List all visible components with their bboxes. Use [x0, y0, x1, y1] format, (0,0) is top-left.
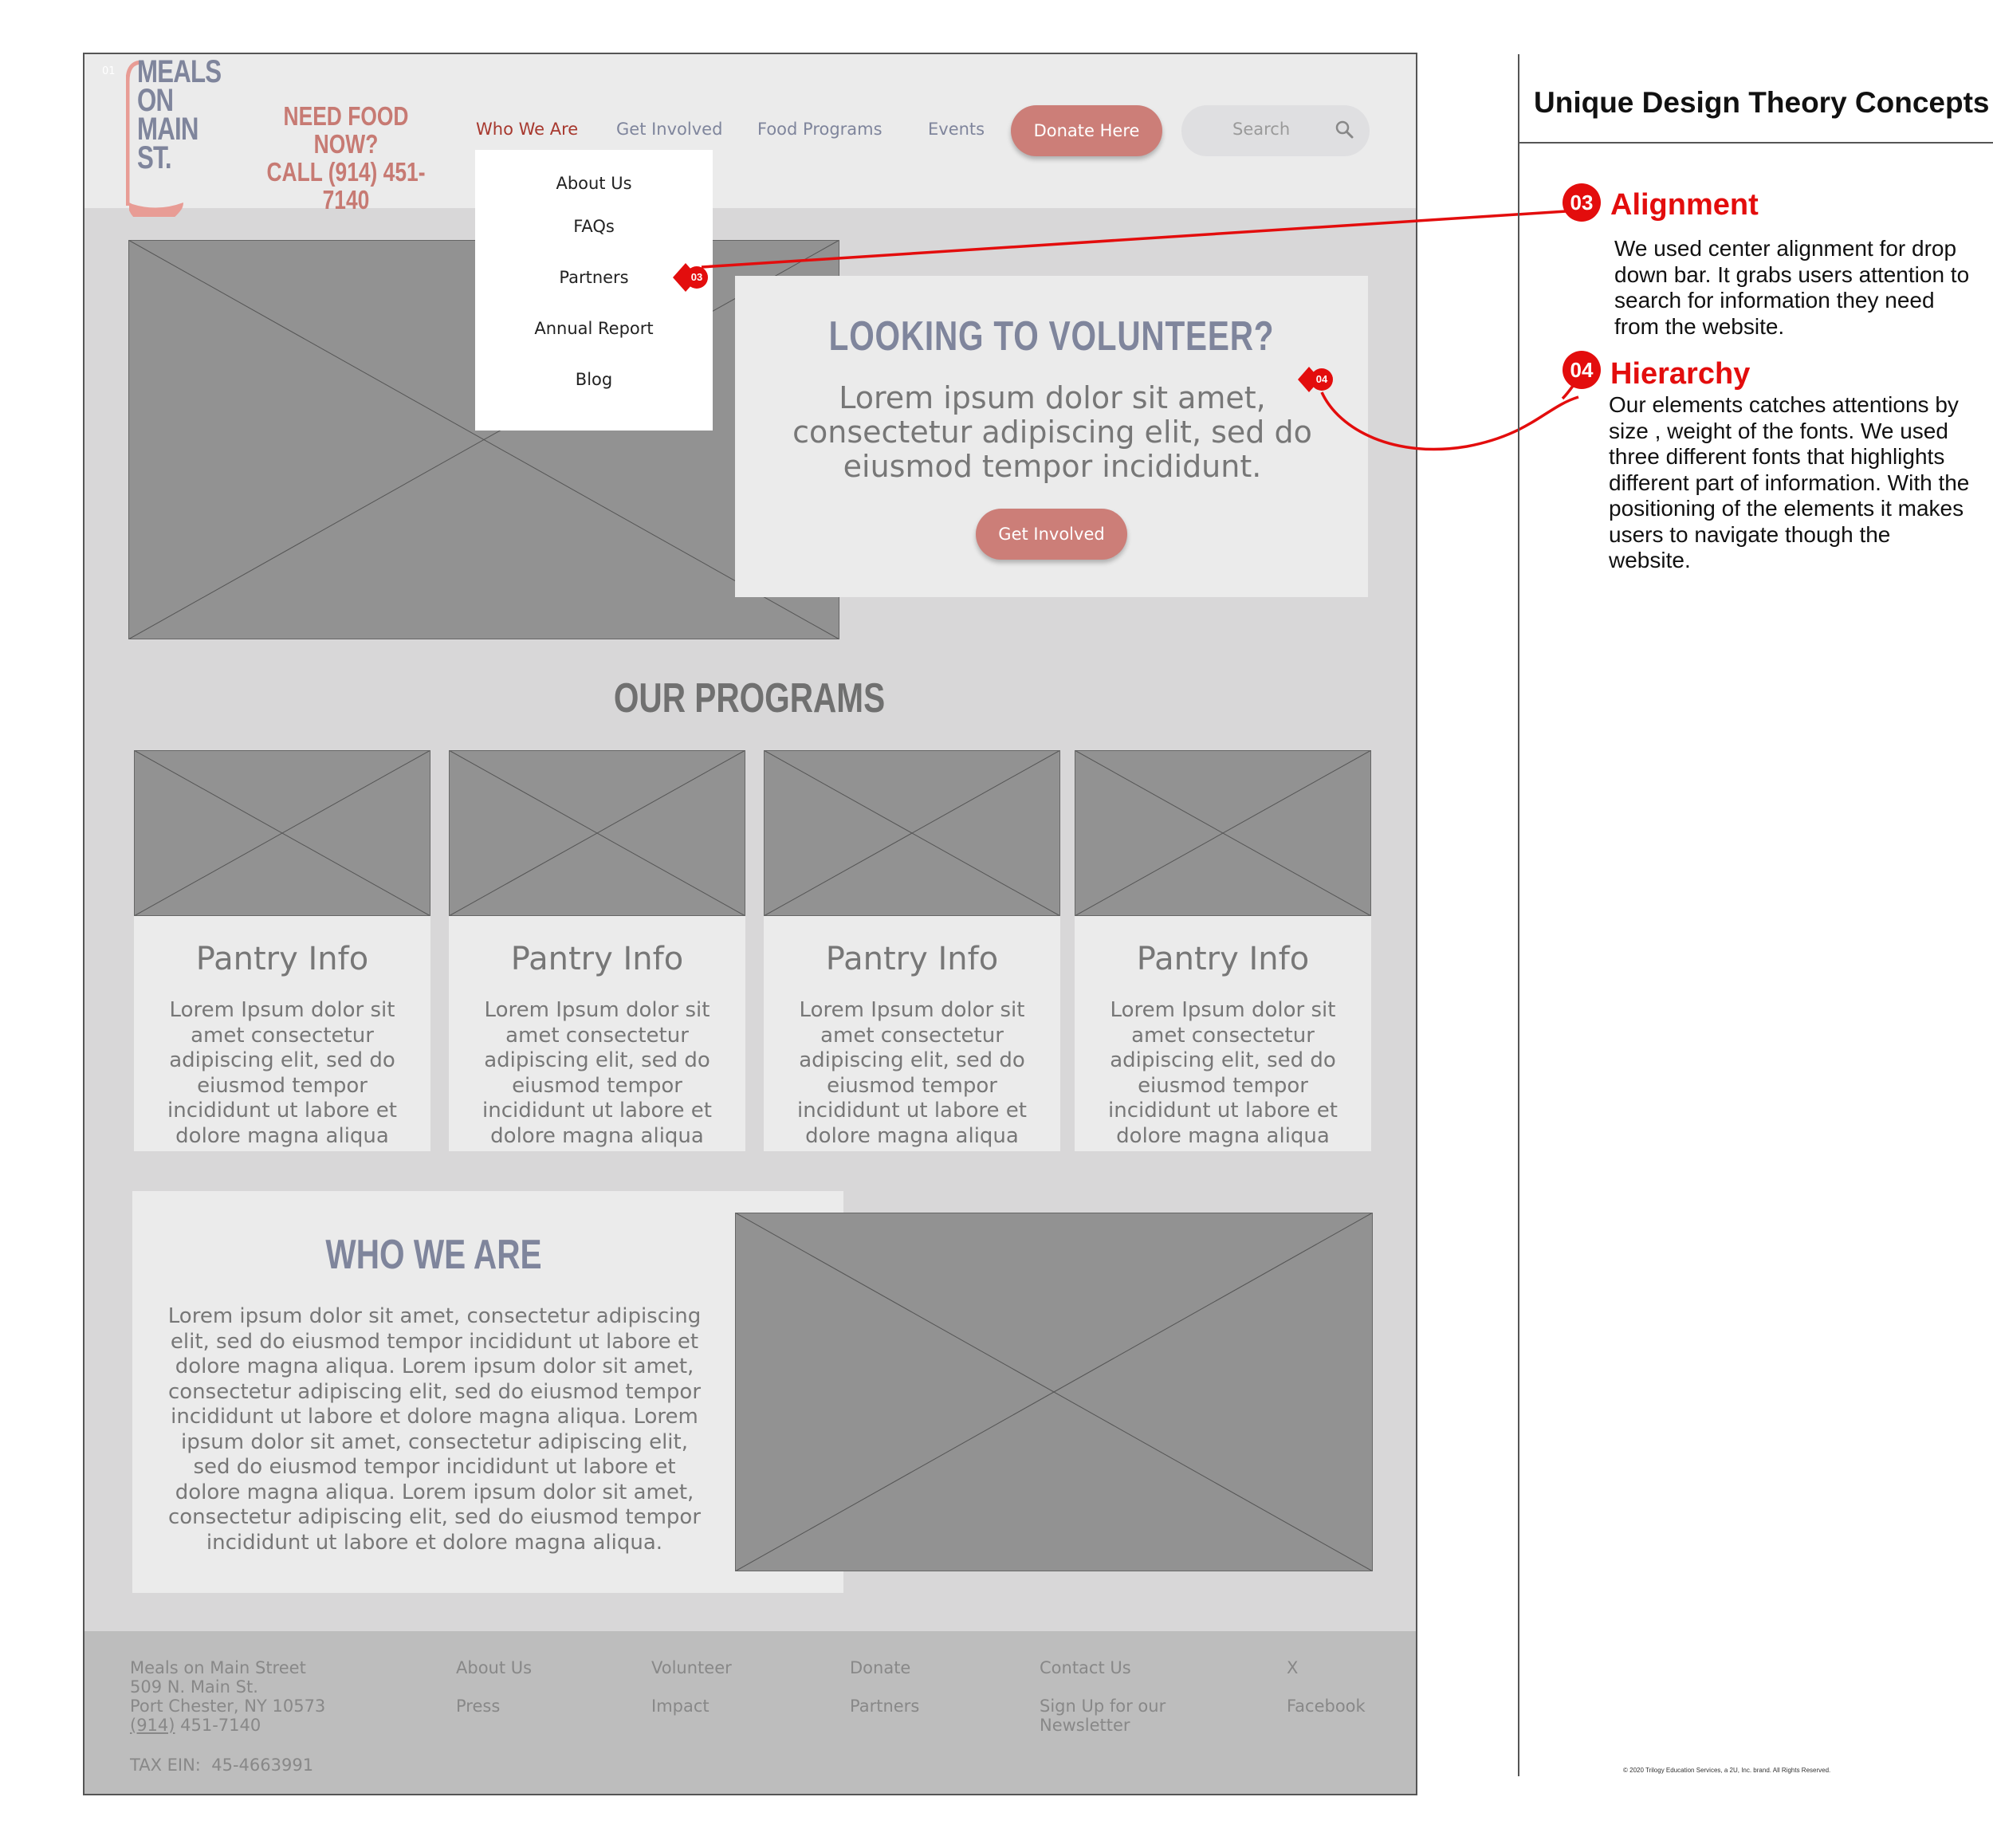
dropdown-item-annual-report[interactable]: Annual Report [534, 319, 654, 338]
annotation-marker-03: 03 [686, 266, 708, 289]
alignment-heading: Alignment [1610, 188, 1759, 222]
program-card-title: Pantry Info [825, 941, 999, 977]
footer-link-contact-us[interactable]: Contact Us [1040, 1658, 1131, 1677]
alignment-body: We used center alignment for drop down bar. It grabs users attention to search for information they need from the website. [1614, 236, 1970, 339]
footer-city: Port Chester, NY 10573 [130, 1697, 326, 1716]
nav-get-involved[interactable]: Get Involved [616, 120, 723, 139]
footer-street: 509 N. Main St. [130, 1677, 258, 1697]
volunteer-body: Lorem ipsum dolor sit amet, consectetur adipiscing elit, sed do eiusmod tempor incididunt. [792, 380, 1312, 484]
who-we-are-body: Lorem ipsum dolor sit amet, consectetur adipiscing elit, sed do eiusmod tempor incididunt ut labore et dolore magna aliqua. Lorem ipsum dolor sit amet, consectetur adipiscing elit, sed do eiusmod tempor incididunt ut labore et dolore magna aliqua. Lorem ipsum dolor sit amet, consectetur adipiscing elit, sed do eiusmod tempor incididunt ut labore et dolore magna aliqua. Lorem ipsum dolor sit amet, consectetur adipiscing elit, sed do eiusmod tempor incididunt ut labore et dolore magna aliqua. [167, 1304, 702, 1555]
dropdown-item-blog[interactable]: Blog [575, 370, 613, 389]
callout-line: NEED FOOD NOW? [283, 101, 409, 159]
callout-phone[interactable]: CALL (914) 451-7140 [266, 157, 426, 214]
alignment-badge: 03 [1563, 183, 1601, 222]
who-we-are-heading: WHO WE ARE [325, 1232, 542, 1278]
get-involved-button[interactable]: Get Involved [976, 509, 1127, 560]
program-card-title: Pantry Info [1136, 941, 1310, 977]
panel-title: Unique Design Theory Concepts [1534, 86, 1990, 119]
program-card-title: Pantry Info [195, 941, 369, 977]
footer-phone-number: 451-7140 [175, 1716, 261, 1735]
tax-value: 45-4663991 [211, 1756, 314, 1775]
program-card-body: Lorem Ipsum dolor sit amet consectetur adipiscing elit, sed do eiusmod tempor incididunt ut labore et dolore magna aliqua [482, 998, 712, 1148]
nav-events[interactable]: Events [928, 120, 985, 139]
footer-link-donate[interactable]: Donate [850, 1658, 911, 1677]
logo-line: MAIN [137, 112, 199, 147]
dropdown-item-about-us[interactable]: About Us [556, 174, 632, 193]
tax-label: TAX EIN: [130, 1756, 201, 1775]
search-placeholder: Search [1232, 120, 1291, 139]
logo-line: ST. [137, 140, 171, 175]
hierarchy-body: Our elements catches attentions by size , weight of the fonts. We used three different fonts that highlights different part of information. With the positioning of the elements it makes users to navigate though the website. [1609, 392, 1970, 572]
program-card-title: Pantry Info [510, 941, 684, 977]
footer-phone-area: (914) [130, 1716, 175, 1735]
nav-food-programs[interactable]: Food Programs [757, 120, 883, 139]
dropdown-item-partners[interactable]: Partners [559, 268, 629, 287]
hierarchy-heading: Hierarchy [1610, 357, 1751, 391]
donate-button[interactable]: Donate Here [1011, 105, 1162, 156]
logo-number: 01 [102, 65, 116, 77]
logo-line: MEALS [137, 54, 222, 89]
footer-link-x[interactable]: X [1287, 1658, 1299, 1677]
footer-link-impact[interactable]: Impact [651, 1697, 710, 1716]
footer-link-volunteer[interactable]: Volunteer [651, 1658, 732, 1677]
annotation-marker-04: 04 [1311, 368, 1333, 391]
alignment-connector-line [702, 210, 1578, 267]
volunteer-heading: LOOKING TO VOLUNTEER? [828, 313, 1275, 360]
programs-heading: OUR PROGRAMS [613, 675, 886, 722]
footer-link-facebook[interactable]: Facebook [1287, 1697, 1366, 1716]
footer-link-partners[interactable]: Partners [850, 1697, 920, 1716]
footer-link-newsletter[interactable]: Sign Up for our Newsletter [1040, 1697, 1166, 1735]
footer-org-name: Meals on Main Street [130, 1658, 306, 1677]
nav-who-we-are[interactable]: Who We Are [476, 120, 579, 139]
footer-link-about-us[interactable]: About Us [456, 1658, 533, 1677]
hierarchy-badge: 04 [1563, 351, 1601, 389]
panel-divider-vertical [1518, 54, 1519, 1776]
program-card-body: Lorem Ipsum dolor sit amet consectetur adipiscing elit, sed do eiusmod tempor incididunt ut labore et dolore magna aliqua [797, 998, 1027, 1148]
logo-line: ON [137, 83, 174, 118]
program-card-body: Lorem Ipsum dolor sit amet consectetur adipiscing elit, sed do eiusmod tempor incididunt ut labore et dolore magna aliqua [167, 998, 397, 1148]
copyright-notice: © 2020 Trilogy Education Services, a 2U, Inc. brand. All Rights Reserved. [1623, 1767, 1831, 1774]
hierarchy-connector-line [1322, 392, 1578, 450]
panel-divider-horizontal [1518, 142, 1993, 144]
dropdown-item-faqs[interactable]: FAQs [573, 217, 615, 236]
program-card-body: Lorem Ipsum dolor sit amet consectetur adipiscing elit, sed do eiusmod tempor incididunt ut labore et dolore magna aliqua [1108, 998, 1338, 1148]
footer-link-press[interactable]: Press [456, 1697, 501, 1716]
